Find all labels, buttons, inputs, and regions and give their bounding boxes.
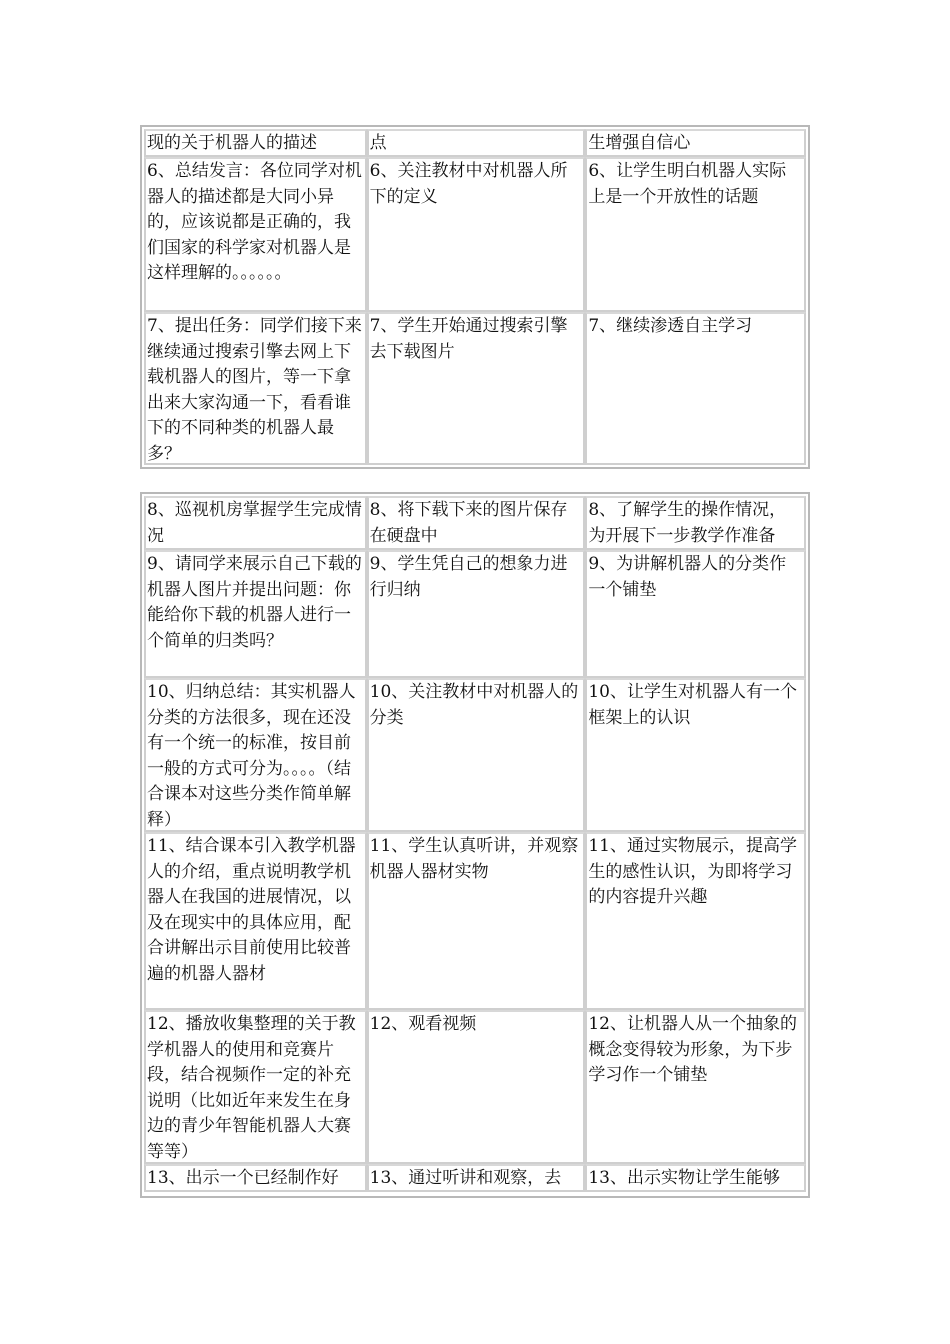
- table-row: [144, 312, 806, 465]
- teacher-activity-cell: 现的关于机器人的描述: [144, 129, 367, 157]
- student-activity-cell: 10、关注教材中对机器人的分类: [367, 678, 586, 832]
- design-intent-cell: 11、通过实物展示，提高学生的感性认识，为即将学习的内容提升兴趣: [585, 832, 806, 1010]
- table-row: [144, 832, 806, 1010]
- teacher-activity-cell: 6、总结发言：各位同学对机器人的描述都是大同小异的，应该说都是正确的，我们国家的科学家对机器人是这样理解的。。。。。。: [144, 157, 367, 312]
- student-activity-cell: 12、观看视频: [367, 1010, 586, 1164]
- teacher-activity-cell: 7、提出任务：同学们接下来继续通过搜索引擎去网上下载机器人的图片，等一下拿出来大家沟通一下，看看谁下的不同种类的机器人最多？: [144, 312, 367, 465]
- table-row: [144, 678, 806, 832]
- lesson-table-bottom: [140, 492, 810, 1198]
- teacher-activity-cell: 13、出示一个已经制作好: [144, 1164, 367, 1192]
- table-row: [144, 1164, 806, 1192]
- table-row: [144, 157, 806, 312]
- teacher-activity-cell: 9、请同学来展示自己下载的机器人图片并提出问题：你能给你下载的机器人进行一个简单的归类吗？: [144, 550, 367, 678]
- student-activity-cell: 6、关注教材中对机器人所下的定义: [367, 157, 586, 312]
- teacher-activity-cell: 12、播放收集整理的关于教学机器人的使用和竞赛片段，结合视频作一定的补充说明（比如近年来发生在身边的青少年智能机器人大赛等等）: [144, 1010, 367, 1164]
- design-intent-cell: 10、让学生对机器人有一个框架上的认识: [585, 678, 806, 832]
- student-activity-cell: 8、将下载下来的图片保存在硬盘中: [367, 496, 586, 550]
- lesson-table-top: [140, 125, 810, 469]
- design-intent-cell: 7、继续渗透自主学习: [585, 312, 806, 465]
- student-activity-cell: 11、学生认真听讲，并观察机器人器材实物: [367, 832, 586, 1010]
- teacher-activity-cell: 8、巡视机房掌握学生完成情况: [144, 496, 367, 550]
- design-intent-cell: 13、出示实物让学生能够: [585, 1164, 806, 1192]
- student-activity-cell: 点: [367, 129, 586, 157]
- design-intent-cell: 6、让学生明白机器人实际上是一个开放性的话题: [585, 157, 806, 312]
- design-intent-cell: 生增强自信心: [585, 129, 806, 157]
- table-row: [144, 550, 806, 678]
- table-row: [144, 1010, 806, 1164]
- teacher-activity-cell: 11、结合课本引入教学机器人的介绍，重点说明教学机器人在我国的进展情况，以及在现实中的具体应用，配合讲解出示目前使用比较普遍的机器人器材: [144, 832, 367, 1010]
- table-row: [144, 129, 806, 157]
- student-activity-cell: 13、通过听讲和观察，去: [367, 1164, 586, 1192]
- table-row: [144, 496, 806, 550]
- design-intent-cell: 9、为讲解机器人的分类作一个铺垫: [585, 550, 806, 678]
- design-intent-cell: 12、让机器人从一个抽象的概念变得较为形象，为下步学习作一个铺垫: [585, 1010, 806, 1164]
- student-activity-cell: 7、学生开始通过搜索引擎去下载图片: [367, 312, 586, 465]
- student-activity-cell: 9、学生凭自己的想象力进行归纳: [367, 550, 586, 678]
- teacher-activity-cell: 10、归纳总结：其实机器人分类的方法很多，现在还没有一个统一的标准，按目前一般的方式可分为。。。。（结合课本对这些分类作简单解释）: [144, 678, 367, 832]
- design-intent-cell: 8、了解学生的操作情况，为开展下一步教学作准备: [585, 496, 806, 550]
